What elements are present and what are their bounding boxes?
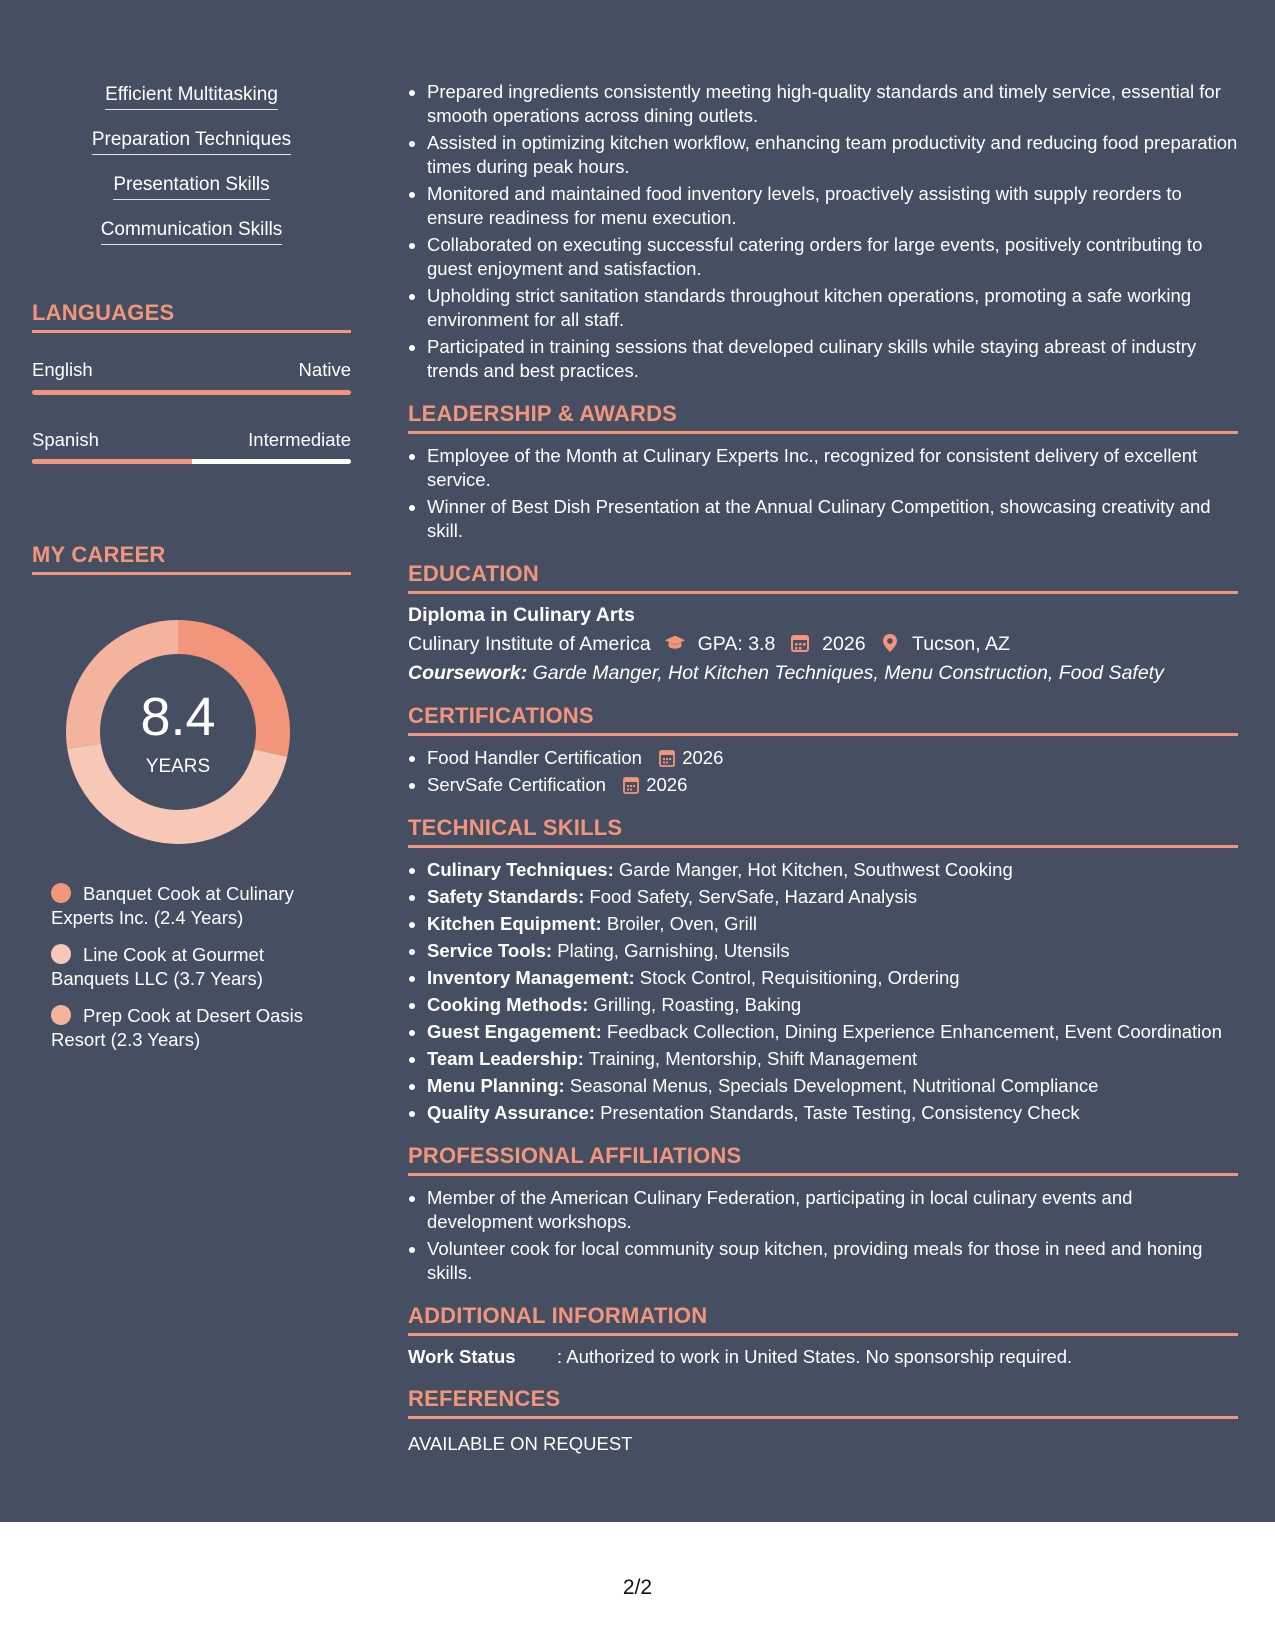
technical-skill-key: Team Leadership: (427, 1048, 584, 1069)
legend-dot-icon (51, 944, 71, 964)
education-year: 2026 (822, 633, 866, 655)
language-level-bar (32, 390, 351, 395)
career-legend-item (51, 882, 341, 930)
technical-skill-item (427, 966, 1238, 990)
affiliations-heading: PROFESSIONAL AFFILIATIONS (408, 1143, 1238, 1176)
legend-dot-icon (51, 883, 71, 903)
language-level-fill (32, 390, 351, 395)
career-total-years: 8.4 (140, 687, 216, 747)
languages-heading: LANGUAGES (32, 300, 351, 333)
work-status-label: Work Status (408, 1346, 516, 1367)
affiliations-list (408, 1186, 1238, 1285)
technical-skill-item (427, 993, 1238, 1017)
technical-skill-value: Plating, Garnishing, Utensils (552, 940, 790, 961)
education-heading: EDUCATION (408, 561, 1238, 594)
skill-item: Communication Skills (101, 219, 283, 245)
language-level-bar (32, 459, 351, 464)
career-total-unit: YEARS (145, 756, 211, 777)
technical-skill-key: Inventory Management: (427, 967, 635, 988)
calendar-icon (623, 776, 639, 794)
references-text: AVAILABLE ON REQUEST (408, 1433, 633, 1454)
calendar-icon (789, 633, 811, 653)
additional-info-heading: ADDITIONAL INFORMATION (408, 1303, 1238, 1336)
graduation-cap-icon (664, 633, 686, 653)
work-status-row (408, 1346, 1238, 1368)
technical-skill-item (427, 1047, 1238, 1071)
technical-skill-value: Training, Mentorship, Shift Management (583, 1048, 918, 1069)
experience-bullet: • Prepared ingredients consistently meeting high-quality standards and timely service, essential for smooth operations across dining outlets. (427, 80, 1238, 128)
references-heading: REFERENCES (408, 1386, 1238, 1419)
career-legend-item (51, 943, 341, 991)
education-details (408, 633, 1238, 656)
experience-bullet: • Upholding strict sanitation standards throughout kitchen operations, promoting a safe working environment for all staff. (427, 284, 1238, 332)
career-legend-label: Prep Cook at Desert Oasis Resort (2.3 Years) (51, 1005, 304, 1050)
career-legend-label: Line Cook at Gourmet Banquets LLC (3.7 Years) (51, 944, 264, 989)
technical-skill-key: Kitchen Equipment: (427, 913, 602, 934)
certification-item (427, 773, 1238, 797)
skill-item: Preparation Techniques (92, 129, 291, 155)
technical-skill-value: Grilling, Roasting, Baking (588, 994, 802, 1015)
work-status-value: : Authorized to work in United States. No sponsorship required. (557, 1346, 1073, 1367)
technical-skill-key: Culinary Techniques: (427, 859, 614, 880)
education-gpa: GPA: 3.8 (697, 633, 776, 655)
language-level-fill (32, 459, 192, 464)
experience-bullet: • Collaborated on executing successful catering orders for large events, positively contributing to guest enjoyment and satisfaction. (427, 233, 1238, 281)
experience-bullet: • Participated in training sessions that developed culinary skills while staying abreast of industry trends and best practices. (427, 335, 1238, 383)
career-legend-item (51, 1004, 341, 1052)
technical-skills-heading: TECHNICAL SKILLS (408, 815, 1238, 848)
leadership-list (408, 444, 1238, 543)
technical-skills-list (408, 858, 1238, 1125)
education-school: Culinary Institute of America (408, 633, 651, 655)
leadership-section (408, 401, 1238, 434)
technical-skill-item (427, 1020, 1238, 1044)
language-level: Native (298, 359, 351, 380)
experience-bullet: • Assisted in optimizing kitchen workflow, enhancing team productivity and reducing food preparation times during peak hours. (427, 131, 1238, 179)
skill-list (32, 84, 351, 264)
education-degree: Diploma in Culinary Arts (408, 604, 635, 626)
map-pin-icon (879, 633, 901, 653)
technical-skill-value: Seasonal Menus, Specials Development, Nutritional Compliance (564, 1075, 1099, 1096)
certifications-heading: CERTIFICATIONS (408, 703, 1238, 736)
skill-item: Presentation Skills (113, 174, 269, 200)
language-name: English (32, 359, 93, 380)
legend-dot-icon (51, 1005, 71, 1025)
technical-skill-item (427, 1074, 1238, 1098)
technical-skill-value: Food Safety, ServSafe, Hazard Analysis (584, 886, 918, 907)
technical-skill-value: Presentation Standards, Taste Testing, Consistency Check (594, 1102, 1080, 1123)
technical-skill-item (427, 1101, 1238, 1125)
technical-skill-item (427, 912, 1238, 936)
right-column (408, 80, 1238, 1455)
leadership-item: • Winner of Best Dish Presentation at the Annual Culinary Competition, showcasing creativity and skill. (427, 495, 1238, 543)
education-coursework (408, 662, 1238, 685)
technical-skill-item (427, 858, 1238, 882)
leadership-item: • Employee of the Month at Culinary Experts Inc., recognized for consistent delivery of excellent service. (427, 444, 1238, 492)
calendar-icon (659, 749, 675, 767)
experience-bullet: • Monitored and maintained food inventory levels, proactively assisting with supply reorders to ensure readiness for menu execution. (427, 182, 1238, 230)
experience-bullets (408, 80, 1238, 383)
technical-skill-item (427, 885, 1238, 909)
technical-skill-key: Safety Standards: (427, 886, 585, 907)
skill-item: Efficient Multitasking (105, 84, 278, 110)
certification-year: 2026 (646, 774, 688, 795)
affiliation-item: • Member of the American Culinary Federation, participating in local culinary events and development workshops. (427, 1186, 1238, 1234)
technical-skill-key: Cooking Methods: (427, 994, 589, 1015)
technical-skill-value: Feedback Collection, Dining Experience Enhancement, Event Coordination (601, 1021, 1222, 1042)
career-heading: MY CAREER (32, 542, 351, 575)
technical-skill-item (427, 939, 1238, 963)
additional-info-section (408, 1303, 1238, 1336)
affiliations-section (408, 1143, 1238, 1176)
coursework-list: Garde Manger, Hot Kitchen Techniques, Menu Construction, Food Safety (527, 662, 1164, 684)
language-name: Spanish (32, 429, 99, 450)
references-section (408, 1386, 1238, 1419)
certification-year: 2026 (682, 747, 724, 768)
certification-item (427, 746, 1238, 770)
language-level: Intermediate (248, 429, 351, 450)
certification-name: ServSafe Certification (427, 774, 606, 795)
technical-skills-section (408, 815, 1238, 848)
page-footer (0, 1522, 1275, 1650)
technical-skill-key: Menu Planning: (427, 1075, 565, 1096)
technical-skill-value: Garde Manger, Hot Kitchen, Southwest Cooking (613, 859, 1013, 880)
technical-skill-value: Broiler, Oven, Grill (601, 913, 757, 934)
certification-name: Food Handler Certification (427, 747, 642, 768)
leadership-heading: LEADERSHIP & AWARDS (408, 401, 1238, 434)
coursework-label: Coursework: (408, 662, 528, 684)
affiliation-item: • Volunteer cook for local community soup kitchen, providing meals for those in need and honing skills. (427, 1237, 1238, 1285)
career-legend-label: Banquet Cook at Culinary Experts Inc. (2.4 Years) (51, 883, 294, 928)
language-row (32, 359, 351, 381)
career-legend (51, 882, 341, 1065)
education-section (408, 561, 1238, 594)
technical-skill-value: Stock Control, Requisitioning, Ordering (634, 967, 960, 988)
page-number: 2/2 (622, 1576, 653, 1599)
certifications-section (408, 703, 1238, 736)
technical-skill-key: Guest Engagement: (427, 1021, 602, 1042)
technical-skill-key: Quality Assurance: (427, 1102, 595, 1123)
language-row (32, 429, 351, 451)
technical-skill-key: Service Tools: (427, 940, 553, 961)
certifications-list (408, 746, 1238, 797)
education-location: Tucson, AZ (912, 633, 1010, 655)
